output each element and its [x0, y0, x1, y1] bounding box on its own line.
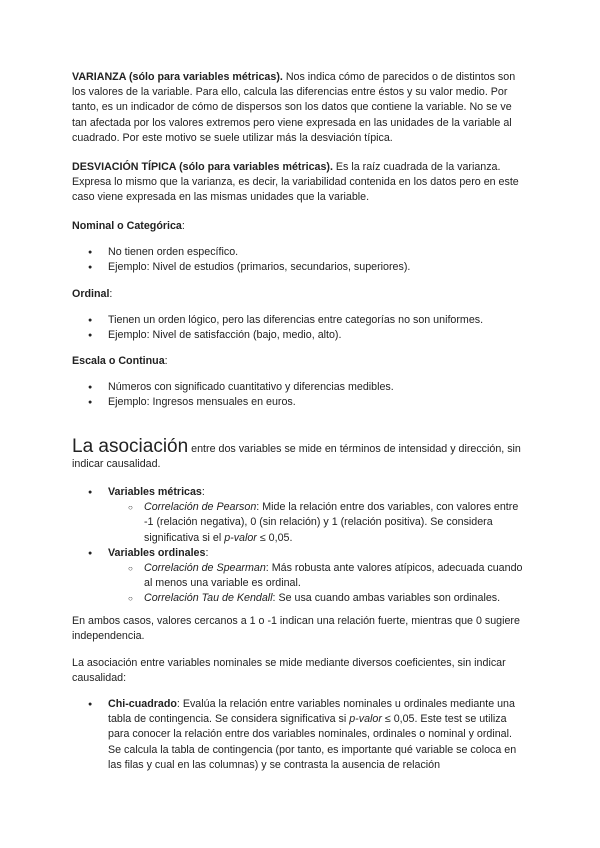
list-item: ● Números con significado cuantitativo y diferencias medibles. — [72, 380, 528, 395]
list-item-pearson: ○ Correlación de Pearson: Mide la relación entre dos variables, con valores entre -1 (relación negativa), 0 (sin relación) y 1 (relación positiva). Se considera significativa si el p-valor ≤ 0,05. — [108, 500, 528, 546]
varianza-paragraph — [72, 70, 528, 146]
desviacion-title: DESVIACIÓN TÍPICA (sólo para variables métricas). — [72, 161, 333, 173]
escala-list — [72, 380, 528, 410]
metricas-sublist — [108, 500, 528, 546]
list-item: ● Ejemplo: Nivel de satisfacción (bajo, medio, alto). — [72, 328, 528, 343]
nominal-list — [72, 245, 528, 275]
list-item: ● No tienen orden específico. — [72, 245, 528, 260]
list-item-kendall: ○ Correlación Tau de Kendall: Se usa cuando ambas variables son ordinales. — [108, 591, 528, 606]
ordinales-sublist — [108, 561, 528, 607]
asociacion-list — [72, 485, 528, 607]
list-item-ordinales: ● Variables ordinales: ○ Correlación de Spearman: Más robusta ante valores atípicos, adecuada cuando al menos una variable es ordinal. ○ Correlación Tau de Kendall: Se usa cuando ambas variables son ordinales. — [72, 546, 528, 607]
varianza-title: VARIANZA (sólo para variables métricas). — [72, 71, 283, 83]
list-item: ● Ejemplo: Ingresos mensuales en euros. — [72, 395, 528, 410]
escala-heading: Escala o Continua: — [72, 355, 168, 367]
list-item-spearman: ○ Correlación de Spearman: Más robusta ante valores atípicos, adecuada cuando al menos una variable es ordinal. — [108, 561, 528, 591]
asociacion-big-title: La asociación — [72, 436, 189, 457]
list-item: ● Ejemplo: Nivel de estudios (primarios, secundarios, superiores). — [72, 260, 528, 275]
nominales-intro-paragraph: La asociación entre variables nominales se mide mediante diversos coeficientes, sin indicar causalidad: — [72, 657, 506, 685]
asociacion-paragraph — [72, 437, 528, 472]
list-item-chi: ● Chi-cuadrado: Evalúa la relación entre variables nominales u ordinales mediante una tabla de contingencia. Se considera significativa si p-valor ≤ 0,05. Este test se utiliza para conocer la relación entre dos variables nominales, ordinales o nominal y ordinal. Se calcula la tabla de contingencia (por tanto, es importante qué variable se coloca en las filas y cual en las columnas) y se contrasta la ausencia de relación — [72, 697, 528, 773]
chi-list — [72, 697, 528, 773]
ordinal-list — [72, 313, 528, 343]
ordinal-heading: Ordinal: — [72, 288, 113, 300]
list-item: ● Tienen un orden lógico, pero las diferencias entre categorías no son uniformes. — [72, 313, 528, 328]
asociacion-text: entre dos variables se mide en términos de intensidad y dirección, sin indicar causalidad. — [72, 443, 521, 471]
nominal-heading: Nominal o Categórica: — [72, 220, 185, 232]
desviacion-text: Es la raíz cuadrada de la varianza. Expresa lo mismo que la varianza, es decir, la variabilidad contenida en los datos pero en este caso viene expresada en las mismas unidades que la variable. — [72, 161, 519, 204]
desviacion-paragraph — [72, 160, 528, 206]
ambos-paragraph: En ambos casos, valores cercanos a 1 o -1 indican una relación fuerte, mientras que 0 sugiere independencia. — [72, 615, 520, 643]
list-item-metricas: ● Variables métricas: ○ Correlación de Pearson: Mide la relación entre dos variables, con valores entre -1 (relación negativa), 0 (sin relación) y 1 (relación positiva). Se considera significativa si el p-valor ≤ 0,05. — [72, 485, 528, 546]
varianza-text: Nos indica cómo de parecidos o de distintos son los valores de la variable. Para ello, calcula las diferencias entre éstos y su valor medio. Por tanto, es un indicador de cómo de dispersos son los datos que contiene la variable. No se ve tan afectada por los valores extremos pero viene expresada en las unidades de la variable al cuadrado. Por este motivo se suele utilizar más la desviación típica. — [72, 71, 516, 144]
